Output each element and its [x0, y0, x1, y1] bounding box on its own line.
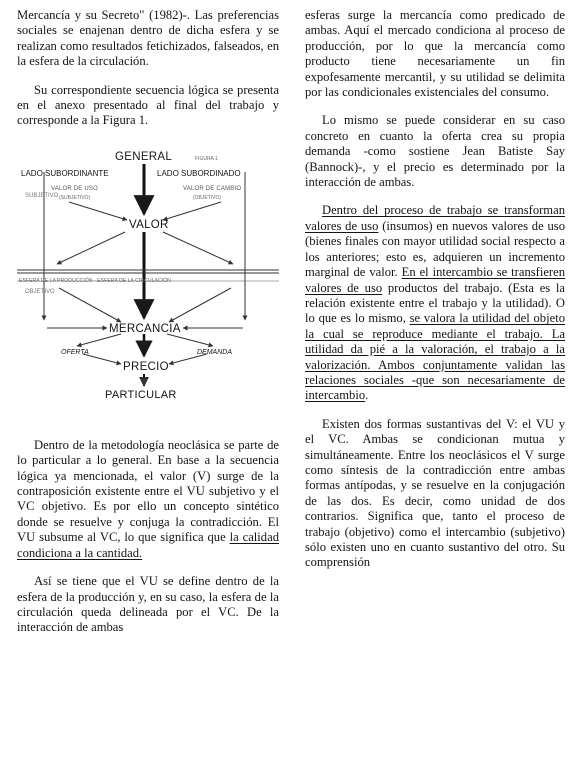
left-paragraph-1: Mercancía y su Secreto" (1982)-. Las preferencias sociales se enajenan dentro de dicha esfera y se realizan como resultados fetichizados, falseados, en la esfera de la circulación. — [17, 8, 279, 69]
left-paragraph-3 — [17, 438, 279, 561]
right-paragraph-4: Existen dos formas sustantivas del V: el VU y el VC. Ambas se condicionan mutua y simultáneamente. Entre los neoclásicos el V surge como síntesis de la contradicción entre ambas formas antípodas, y se resuelve en la conjugación de las dos. Es decir, como unidad de dos contrarios. Significa que, tanto el proceso de trabajo (objetivo) como el intercambio (subjetivo) sólo existen uno en cuanto sustantivo del otro. Su comprensión — [305, 416, 565, 570]
left-paragraph-3-text: Dentro de la metodología neoclásica se parte de lo particular a lo general. En base a la secuencia lógica ya mencionada, el valor (V) surge de la contraposición existente entre el VU subjetivo y el VC objetivo. Es por ello un concepto sintético donde se resuelve y conjuga la contradicción. El VU subsume al VC, lo que significa que — [17, 437, 279, 545]
figure-lado-subordinante: LADO SUBORDINANTE — [21, 168, 109, 178]
figure-valor-cambio: VALOR DE CAMBIO — [183, 185, 242, 192]
figure-1-diagram — [17, 142, 279, 404]
figure-general-label: GENERAL — [115, 150, 173, 163]
right-paragraph-3-underlined-1: Dentro del proceso de trabajo se transforman valores de uso — [305, 203, 565, 233]
figure-oferta-label: OFERTA — [61, 348, 89, 356]
figure-lado-subordinado: LADO SUBORDINADO — [157, 168, 241, 178]
figure-mercancia-label: MERCANCIA — [109, 322, 181, 335]
left-paragraph-2: Su correspondiente secuencia lógica se presenta en el anexo presentado al final del trabajo y corresponde a la Figura 1. — [17, 82, 279, 128]
figure-precio-label: PRECIO — [123, 360, 169, 373]
figure-valor-cambio-sub: (OBJETIVO) — [193, 194, 222, 201]
figure-vertical-bottom: OBJETIVO — [25, 288, 55, 295]
right-paragraph-3-text-2: productos del trabajo. (Esta es la relación existente entre el trabajo y la utilidad). O lo que es lo mismo, — [305, 280, 565, 326]
right-paragraph-3-text-3: . — [365, 388, 369, 403]
figure-demanda-label: DEMANDA — [197, 348, 233, 356]
figure-valor-label: VALOR — [129, 218, 169, 231]
left-column — [17, 8, 279, 649]
left-paragraph-3-underlined: la calidad condiciona a la cantidad. — [17, 530, 279, 560]
right-paragraph-3-text-1: (insumos) en nuevos valores de uso (bienes finales con mayor utilidad social respecto a los anteriores; esto es, adquieren un incremento marginal de valor. — [305, 218, 565, 280]
figure-number-label: FIGURA 1 — [195, 155, 218, 162]
figure-particular-label: PARTICULAR — [105, 388, 177, 401]
right-paragraph-3-underlined-3: se valora la utilidad del objeto la cual se reproduce mediante el trabajo. La utilidad da pié a la valoración, el trabajo a la valorización. Ambos conjuntamente validan las relaciones sociales -que son necesariamente de intercambio — [305, 311, 565, 403]
right-paragraph-2: Lo mismo se puede considerar en su caso concreto en cuanto la oferta crea su propia demanda -como sostiene Jean Batiste Say (Bannock)-, y el precio es determinado por la interacción de ambas. — [305, 113, 565, 190]
figure-valor-uso: VALOR DE USO — [51, 185, 98, 192]
right-paragraph-3-underlined-2: En el intercambio se transfieren valores de uso — [305, 265, 566, 295]
right-column — [305, 8, 565, 584]
figure-esfera-band: ESFERA DE LA PRODUCCIÓN · ESFERA DE LA CIRCULACIÓN — [19, 277, 171, 284]
right-paragraph-3 — [305, 203, 565, 403]
figure-valor-uso-sub: (SUBJETIVO) — [59, 194, 91, 201]
right-paragraph-1: esferas surge la mercancía como predicado de ambas. Aquí el mercado condiciona al proceso de producción, por lo que la mercancía como producto tiene necesariamente un fin expofesamente mercantil, y su utilidad se delimita por las condicionales existenciales del consumo. — [305, 8, 565, 100]
figure-vertical-top: SUBJETIVO — [25, 192, 59, 199]
left-paragraph-4: Así se tiene que el VU se define dentro de la esfera de la producción y, en su caso, la esfera de la circulación queda delineada por el VC. De la interacción de ambas — [17, 574, 279, 635]
